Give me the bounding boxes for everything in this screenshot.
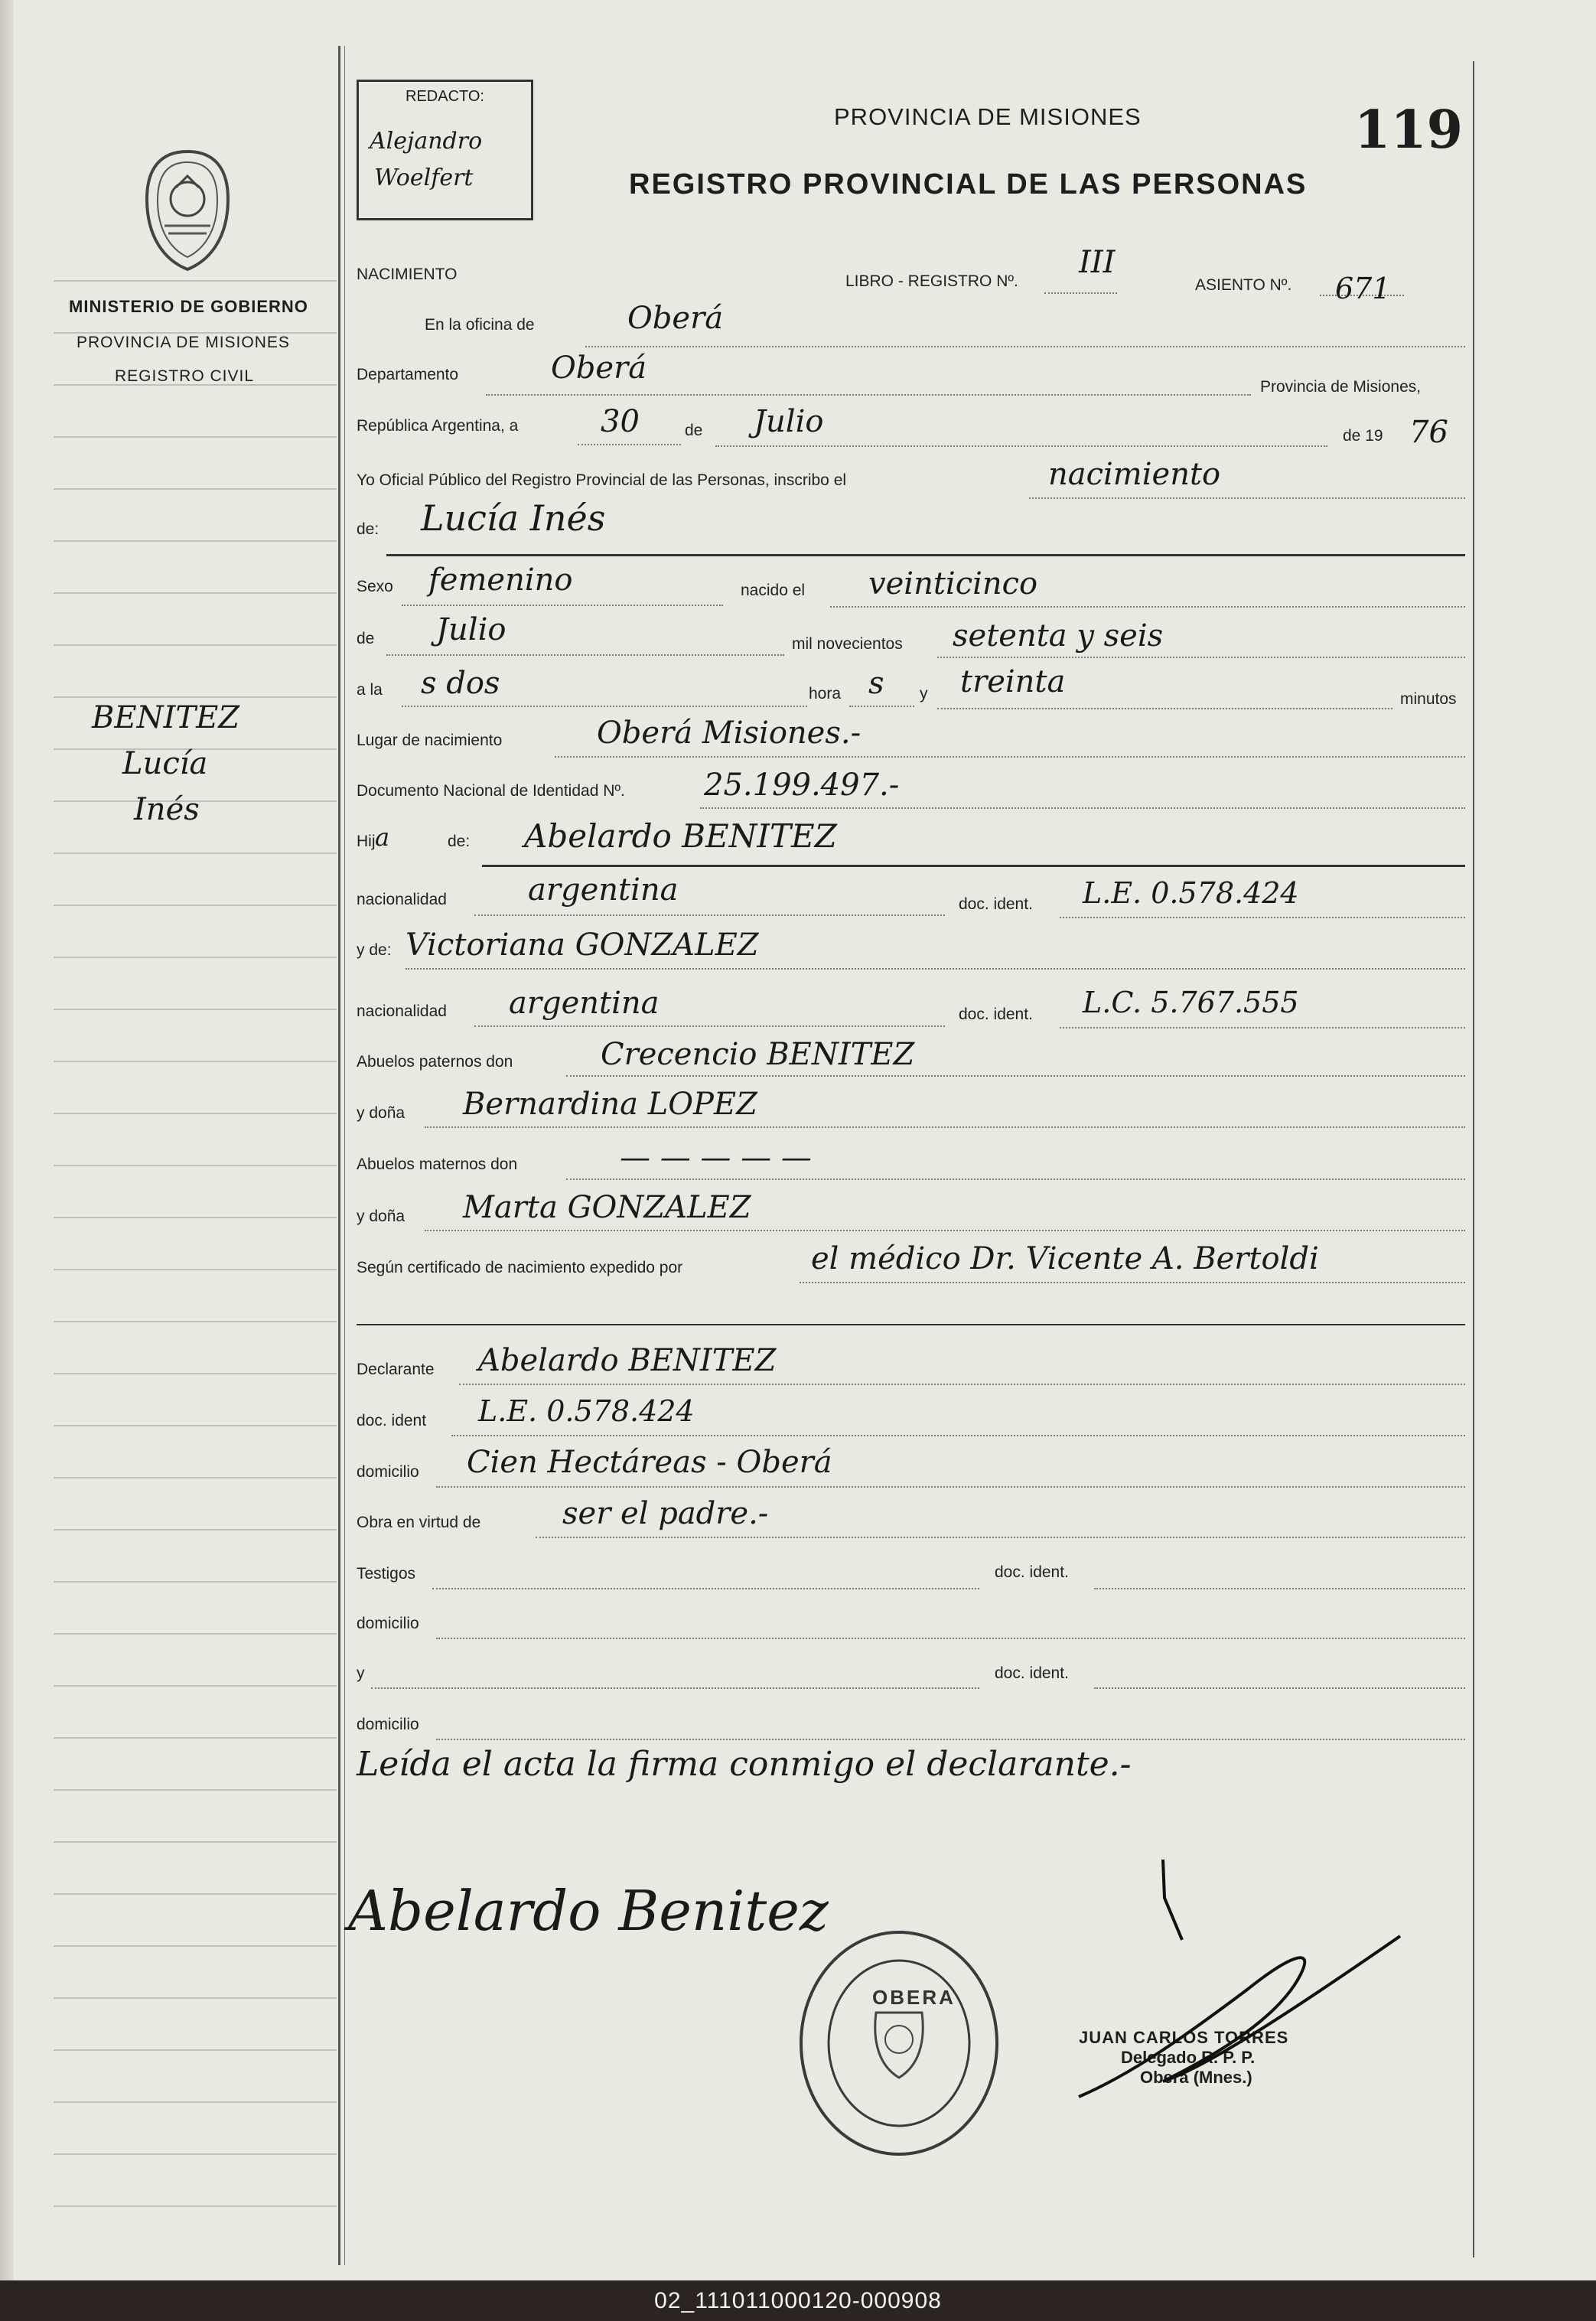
doc1-value: L.E. 0.578.424 xyxy=(1083,876,1299,910)
nac1-line xyxy=(474,914,945,916)
declarant-signature: Abelardo Benitez xyxy=(348,1879,829,1943)
test2-dom-label: domicilio xyxy=(357,1716,419,1733)
hora-line xyxy=(849,706,914,707)
mil-value: setenta y seis xyxy=(953,618,1164,654)
test-doc-line xyxy=(1094,1588,1465,1589)
page-binding xyxy=(0,0,14,2280)
nacido-month-line xyxy=(386,654,784,656)
ab-pat-value: Crecencio BENITEZ xyxy=(601,1037,915,1072)
de2-label: de xyxy=(357,630,375,647)
nacido-line xyxy=(830,606,1465,608)
domicilio-line xyxy=(436,1486,1465,1488)
obra-value: ser el padre.- xyxy=(562,1496,769,1531)
domicilio-value: Cien Hectáreas - Oberá xyxy=(467,1445,832,1480)
ministry-registry: REGISTRO CIVIL xyxy=(115,367,255,385)
margin-ruled-lines xyxy=(54,230,337,2219)
sexo-label: Sexo xyxy=(357,578,393,595)
margin-first-name: Lucía xyxy=(122,746,208,781)
day-value: 30 xyxy=(601,404,640,439)
decl-doc-value: L.E. 0.578.424 xyxy=(478,1394,695,1428)
dona1-value: Bernardina LOPEZ xyxy=(463,1087,757,1122)
officer-name: JUAN CARLOS TORRES xyxy=(1079,2028,1289,2047)
doc2-label: doc. ident. xyxy=(959,1006,1033,1023)
republica-label: República Argentina, a xyxy=(357,417,519,435)
redacto-name-first: Alejandro xyxy=(370,128,483,155)
dona2-label: y doña xyxy=(357,1208,406,1225)
test-dom-line xyxy=(436,1638,1465,1639)
oficina-label: En la oficina de xyxy=(425,316,535,334)
official-seal-icon xyxy=(796,1928,1002,2158)
image-caption: 02_111011000120-000908 xyxy=(654,2288,942,2313)
ala-line xyxy=(402,706,807,707)
dni-value: 25.199.497.- xyxy=(704,768,900,803)
ala-value: s dos xyxy=(421,666,500,701)
person-name: Lucía Inés xyxy=(421,497,606,539)
libro-value: III xyxy=(1079,245,1116,280)
obra-line xyxy=(536,1537,1465,1538)
declarante-line xyxy=(459,1384,1465,1385)
de-label: de xyxy=(685,422,703,439)
officer-place: Oberá (Mnes.) xyxy=(1140,2068,1252,2087)
dona1-line xyxy=(425,1126,1465,1128)
ab-mat-label: Abuelos maternos don xyxy=(357,1156,518,1173)
nacido-value: veinticinco xyxy=(868,566,1038,601)
decl-doc-label: doc. ident xyxy=(357,1412,427,1429)
closing-sentence: Leída el acta la firma conmigo el declarante.- xyxy=(357,1745,1132,1784)
nac2-label: nacionalidad xyxy=(357,1002,447,1020)
doc1-line xyxy=(1060,917,1465,918)
nac2-value: argentina xyxy=(509,986,660,1021)
oficina-value: Oberá xyxy=(627,301,724,336)
ala-label: a la xyxy=(357,681,383,699)
dona2-line xyxy=(425,1230,1465,1231)
ministry-province: PROVINCIA DE MISIONES xyxy=(77,334,290,351)
margin-divider xyxy=(338,46,340,2265)
seal-top-text: OBERA xyxy=(872,1986,956,2009)
section-divider xyxy=(357,1324,1465,1325)
declarante-label: Declarante xyxy=(357,1361,435,1378)
oficial-line xyxy=(1029,497,1465,499)
oficial-value: nacimiento xyxy=(1048,457,1221,492)
domicilio-label: domicilio xyxy=(357,1463,419,1481)
ministry-title: MINISTERIO DE GOBIERNO xyxy=(69,297,308,316)
mil-label: mil novecientos xyxy=(792,635,903,653)
margin-second-name: Inés xyxy=(134,792,200,827)
testigos-line xyxy=(432,1588,979,1589)
year-prefix: de 19 xyxy=(1343,427,1383,445)
officer-role: Delegado R. P. P. xyxy=(1121,2048,1256,2067)
de-person-label: de: xyxy=(357,520,379,538)
margin-divider-thin xyxy=(344,46,345,2265)
oficial-label: Yo Oficial Público del Registro Provincial de las Personas, inscribo el xyxy=(357,471,847,489)
ab-mat-line xyxy=(566,1178,1465,1180)
doc2-line xyxy=(1060,1027,1465,1028)
month-value: Julio xyxy=(754,404,824,439)
decl-doc-line xyxy=(451,1435,1465,1436)
ab-pat-label: Abuelos paternos don xyxy=(357,1053,513,1071)
hijo-label: Hij xyxy=(357,833,376,850)
redacto-name-last: Woelfert xyxy=(374,165,474,191)
minutos-value: treinta xyxy=(960,664,1066,699)
test2-line xyxy=(371,1687,979,1689)
obra-label: Obra en virtud de xyxy=(357,1514,481,1531)
test2-dom-line xyxy=(436,1739,1465,1740)
ab-mat-value: — — — — — xyxy=(620,1140,812,1175)
act-type-label: NACIMIENTO xyxy=(357,266,458,283)
cert-label: Según certificado de nacimiento expedido por xyxy=(357,1259,683,1276)
person-line xyxy=(386,554,1465,556)
mother-name: Victoriana GONZALEZ xyxy=(406,927,759,963)
margin-surname: BENITEZ xyxy=(92,700,240,735)
y2-label: y xyxy=(357,1664,365,1682)
lugar-value: Oberá Misiones.- xyxy=(597,716,862,751)
nac1-label: nacionalidad xyxy=(357,891,447,908)
father-line xyxy=(482,865,1465,867)
doc1-label: doc. ident. xyxy=(959,895,1033,913)
dni-line xyxy=(700,807,1465,809)
hora-value: s xyxy=(868,666,884,701)
libro-label: LIBRO - REGISTRO Nº. xyxy=(845,272,1018,290)
sexo-value: femenino xyxy=(428,562,573,598)
departamento-line xyxy=(486,394,1251,396)
ab-pat-line xyxy=(566,1075,1465,1077)
lugar-label: Lugar de nacimiento xyxy=(357,732,503,749)
province-emblem-icon xyxy=(130,145,245,275)
departamento-value: Oberá xyxy=(551,350,647,386)
cert-line xyxy=(800,1282,1465,1283)
declarante-value: Abelardo BENITEZ xyxy=(478,1343,777,1378)
nacido-month: Julio xyxy=(436,612,506,647)
father-name: Abelardo BENITEZ xyxy=(524,817,837,855)
test2-doc-line xyxy=(1094,1687,1465,1689)
dona2-value: Marta GONZALEZ xyxy=(463,1190,751,1225)
hijo-de-label: de: xyxy=(448,833,471,850)
nacido-label: nacido el xyxy=(741,582,806,599)
departamento-label: Departamento xyxy=(357,366,459,383)
y-label: y xyxy=(920,685,928,702)
nac2-line xyxy=(474,1025,945,1027)
test-doc-label: doc. ident. xyxy=(995,1563,1069,1581)
mother-line xyxy=(406,968,1465,970)
asiento-value: 671 xyxy=(1335,272,1391,305)
mil-line xyxy=(937,657,1465,658)
test-dom-label: domicilio xyxy=(357,1615,419,1632)
nac1-value: argentina xyxy=(528,872,679,908)
lugar-line xyxy=(555,756,1465,758)
redacto-box xyxy=(357,80,533,220)
right-border-line xyxy=(1473,61,1474,2257)
sexo-line xyxy=(402,605,723,606)
day-line xyxy=(578,444,681,445)
asiento-label: ASIENTO Nº. xyxy=(1195,276,1292,294)
cert-value: el médico Dr. Vicente A. Bertoldi xyxy=(811,1241,1319,1276)
libro-line xyxy=(1044,292,1117,294)
header-province: PROVINCIA DE MISIONES xyxy=(834,103,1142,130)
redacto-label: REDACTO: xyxy=(406,88,484,105)
minutos-label: minutos xyxy=(1400,690,1457,708)
folio-number: 119 xyxy=(1354,99,1463,161)
provincia-label: Provincia de Misiones, xyxy=(1260,378,1422,396)
officer-signature-icon xyxy=(1071,1852,1423,2112)
hora-label: hora xyxy=(809,685,842,702)
dni-label: Documento Nacional de Identidad Nº. xyxy=(357,782,625,800)
doc2-value: L.C. 5.767.555 xyxy=(1083,986,1299,1019)
year-suffix: 76 xyxy=(1409,415,1448,450)
dona1-label: y doña xyxy=(357,1104,406,1122)
test2-doc-label: doc. ident. xyxy=(995,1664,1069,1682)
testigos-label: Testigos xyxy=(357,1565,416,1583)
month-line xyxy=(715,445,1327,447)
hijo-suffix: a xyxy=(375,823,390,852)
oficina-line xyxy=(585,346,1465,347)
yde-label: y de: xyxy=(357,941,392,959)
header-title: REGISTRO PROVINCIAL DE LAS PERSONAS xyxy=(629,168,1308,200)
minutos-line xyxy=(937,708,1392,709)
